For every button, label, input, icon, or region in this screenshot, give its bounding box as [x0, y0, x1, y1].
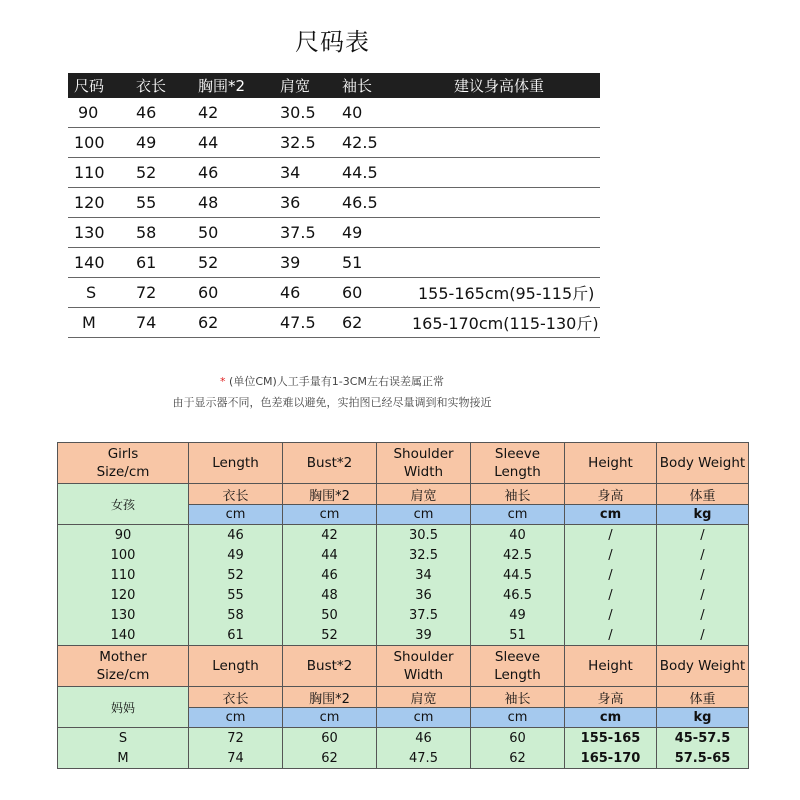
shoulder-cell: 32.5: [377, 545, 471, 565]
size-cell: 140: [68, 248, 130, 278]
header-sleeve-en: Sleeve Length: [471, 443, 565, 484]
sleeve-cell: 42.5: [471, 545, 565, 565]
length-cell: 46: [130, 98, 192, 128]
sleeve-cell: 44.5: [336, 158, 398, 188]
bust-cell: 60: [283, 728, 377, 749]
size-cell: 130: [68, 218, 130, 248]
weight-cell: /: [657, 625, 749, 646]
bust-cell: 44: [192, 128, 274, 158]
header-length-zh: 衣长: [189, 687, 283, 708]
shoulder-cell: 34: [377, 565, 471, 585]
length-cell: 72: [189, 728, 283, 749]
unit-cell: cm: [377, 708, 471, 728]
height-weight-cell: [398, 218, 600, 248]
header-length: 衣长: [130, 73, 192, 98]
header-weight-zh: 体重: [657, 484, 749, 505]
bust-cell: 44: [283, 545, 377, 565]
size-cell: S: [68, 278, 130, 308]
length-cell: 72: [130, 278, 192, 308]
height-weight-cell: 165-170cm(115-130斤): [398, 308, 600, 338]
bust-cell: 62: [283, 748, 377, 769]
shoulder-cell: 34: [274, 158, 336, 188]
mother-header-row: [58, 646, 749, 687]
header-bust-zh: 胸围*2: [283, 484, 377, 505]
bust-cell: 46: [192, 158, 274, 188]
bust-cell: 52: [283, 625, 377, 646]
sleeve-cell: 44.5: [471, 565, 565, 585]
size-cell: M: [58, 748, 189, 769]
weight-cell: /: [657, 605, 749, 625]
height-weight-cell: [398, 188, 600, 218]
weight-cell: 57.5-65: [657, 748, 749, 769]
table-row: [68, 188, 600, 218]
length-cell: 49: [189, 545, 283, 565]
header-shoulder-en: Shoulder Width: [377, 646, 471, 687]
header-length-en: Length: [189, 646, 283, 687]
unit-cell: cm: [565, 708, 657, 728]
shoulder-cell: 32.5: [274, 128, 336, 158]
length-cell: 74: [130, 308, 192, 338]
bust-cell: 50: [283, 605, 377, 625]
header-sleeve: 袖长: [336, 73, 398, 98]
bust-cell: 62: [192, 308, 274, 338]
header-shoulder-zh: 肩宽: [377, 484, 471, 505]
unit-cell: cm: [377, 505, 471, 525]
length-cell: 55: [130, 188, 192, 218]
height-weight-cell: [398, 128, 600, 158]
header-bust-en: Bust*2: [283, 646, 377, 687]
sleeve-cell: 60: [471, 728, 565, 749]
mother-label-zh: 妈妈: [58, 687, 189, 728]
height-cell: /: [565, 525, 657, 546]
unit-cell: cm: [471, 708, 565, 728]
unit-cell: cm: [189, 505, 283, 525]
header-weight-zh: 体重: [657, 687, 749, 708]
shoulder-cell: 36: [274, 188, 336, 218]
length-cell: 58: [189, 605, 283, 625]
table-row: [68, 128, 600, 158]
table-row: [58, 625, 749, 646]
height-weight-cell: [398, 158, 600, 188]
length-cell: 61: [130, 248, 192, 278]
shoulder-cell: 30.5: [274, 98, 336, 128]
weight-cell: /: [657, 525, 749, 546]
bust-cell: 48: [192, 188, 274, 218]
sleeve-cell: 40: [471, 525, 565, 546]
length-cell: 46: [189, 525, 283, 546]
height-cell: /: [565, 565, 657, 585]
shoulder-cell: 36: [377, 585, 471, 605]
sleeve-cell: 62: [471, 748, 565, 769]
bust-cell: 46: [283, 565, 377, 585]
length-cell: 74: [189, 748, 283, 769]
table-row: [58, 748, 749, 769]
girls-size-label: Girls Size/cm: [58, 443, 189, 484]
unit-cell: cm: [283, 708, 377, 728]
length-cell: 55: [189, 585, 283, 605]
header-shoulder-zh: 肩宽: [377, 687, 471, 708]
size-cell: 120: [58, 585, 189, 605]
header-length-zh: 衣长: [189, 484, 283, 505]
size-cell: S: [58, 728, 189, 749]
height-weight-cell: [398, 98, 600, 128]
length-cell: 61: [189, 625, 283, 646]
header-sleeve-en: Sleeve Length: [471, 646, 565, 687]
header-shoulder: 肩宽: [274, 73, 336, 98]
size-cell: 110: [68, 158, 130, 188]
bust-cell: 60: [192, 278, 274, 308]
height-cell: /: [565, 605, 657, 625]
size-cell: 120: [68, 188, 130, 218]
unit-cell: cm: [283, 505, 377, 525]
header-height-zh: 身高: [565, 687, 657, 708]
sleeve-cell: 40: [336, 98, 398, 128]
header-height-weight: 建议身高体重: [398, 73, 600, 98]
header-height-en: Height: [565, 646, 657, 687]
header-size: 尺码: [68, 73, 130, 98]
unit-cell: cm: [189, 708, 283, 728]
sleeve-cell: 49: [336, 218, 398, 248]
header-weight-en: Body Weight: [657, 646, 749, 687]
table-row: [68, 278, 600, 308]
size-cell: 90: [68, 98, 130, 128]
header-sleeve-zh: 袖长: [471, 687, 565, 708]
height-cell: /: [565, 625, 657, 646]
shoulder-cell: 46: [377, 728, 471, 749]
sleeve-cell: 60: [336, 278, 398, 308]
table-row: [68, 218, 600, 248]
table-row: [58, 565, 749, 585]
length-cell: 52: [130, 158, 192, 188]
table-row: [68, 98, 600, 128]
sleeve-cell: 51: [336, 248, 398, 278]
size-cell: 130: [58, 605, 189, 625]
bust-cell: 42: [192, 98, 274, 128]
weight-cell: 45-57.5: [657, 728, 749, 749]
unit-cell: kg: [657, 505, 749, 525]
shoulder-cell: 37.5: [274, 218, 336, 248]
shoulder-cell: 30.5: [377, 525, 471, 546]
sleeve-cell: 51: [471, 625, 565, 646]
table-row: [68, 158, 600, 188]
weight-cell: /: [657, 545, 749, 565]
unit-cell: kg: [657, 708, 749, 728]
header-height-zh: 身高: [565, 484, 657, 505]
table-row: [58, 585, 749, 605]
bust-cell: 50: [192, 218, 274, 248]
sleeve-cell: 62: [336, 308, 398, 338]
size-chart-header-row: [68, 73, 600, 98]
sleeve-cell: 46.5: [471, 585, 565, 605]
bust-cell: 42: [283, 525, 377, 546]
header-length-en: Length: [189, 443, 283, 484]
girls-header-zh-row: [58, 484, 749, 505]
note-line-1: (单位CM)人工手量有1-3CM左右误差属正常: [229, 375, 444, 388]
size-cell: 110: [58, 565, 189, 585]
header-height-en: Height: [565, 443, 657, 484]
header-bust-en: Bust*2: [283, 443, 377, 484]
height-weight-cell: [398, 248, 600, 278]
color-note: 由于显示器不同，色差难以避免，实拍图已经尽量调到和实物接近: [172, 396, 492, 409]
bust-cell: 52: [192, 248, 274, 278]
table-row: [58, 525, 749, 546]
girls-label-zh: 女孩: [58, 484, 189, 525]
note-star: *: [220, 375, 226, 388]
height-cell: /: [565, 585, 657, 605]
length-cell: 58: [130, 218, 192, 248]
shoulder-cell: 39: [377, 625, 471, 646]
measurement-note: [0, 373, 664, 389]
size-cell: 100: [58, 545, 189, 565]
bilingual-size-table: [57, 442, 749, 769]
height-cell: 155-165: [565, 728, 657, 749]
weight-cell: /: [657, 585, 749, 605]
header-shoulder-en: Shoulder Width: [377, 443, 471, 484]
header-weight-en: Body Weight: [657, 443, 749, 484]
table-row: [58, 545, 749, 565]
sleeve-cell: 42.5: [336, 128, 398, 158]
table-row: [68, 248, 600, 278]
length-cell: 52: [189, 565, 283, 585]
bust-cell: 48: [283, 585, 377, 605]
table-row: [58, 605, 749, 625]
height-weight-cell: 155-165cm(95-115斤): [398, 278, 600, 308]
shoulder-cell: 46: [274, 278, 336, 308]
table-row: [58, 728, 749, 749]
header-sleeve-zh: 袖长: [471, 484, 565, 505]
weight-cell: /: [657, 565, 749, 585]
size-cell: M: [68, 308, 130, 338]
shoulder-cell: 37.5: [377, 605, 471, 625]
height-cell: /: [565, 545, 657, 565]
sleeve-cell: 46.5: [336, 188, 398, 218]
height-cell: 165-170: [565, 748, 657, 769]
header-bust: 胸围*2: [192, 73, 274, 98]
size-cell: 140: [58, 625, 189, 646]
size-cell: 100: [68, 128, 130, 158]
page-title: 尺码表: [295, 28, 370, 56]
sleeve-cell: 49: [471, 605, 565, 625]
girls-header-row: [58, 443, 749, 484]
shoulder-cell: 39: [274, 248, 336, 278]
unit-cell: cm: [565, 505, 657, 525]
mother-size-label: Mother Size/cm: [58, 646, 189, 687]
header-bust-zh: 胸围*2: [283, 687, 377, 708]
mother-header-zh-row: [58, 687, 749, 708]
length-cell: 49: [130, 128, 192, 158]
unit-cell: cm: [471, 505, 565, 525]
shoulder-cell: 47.5: [377, 748, 471, 769]
shoulder-cell: 47.5: [274, 308, 336, 338]
size-chart-table: [68, 73, 600, 338]
table-row: [68, 308, 600, 338]
size-cell: 90: [58, 525, 189, 546]
